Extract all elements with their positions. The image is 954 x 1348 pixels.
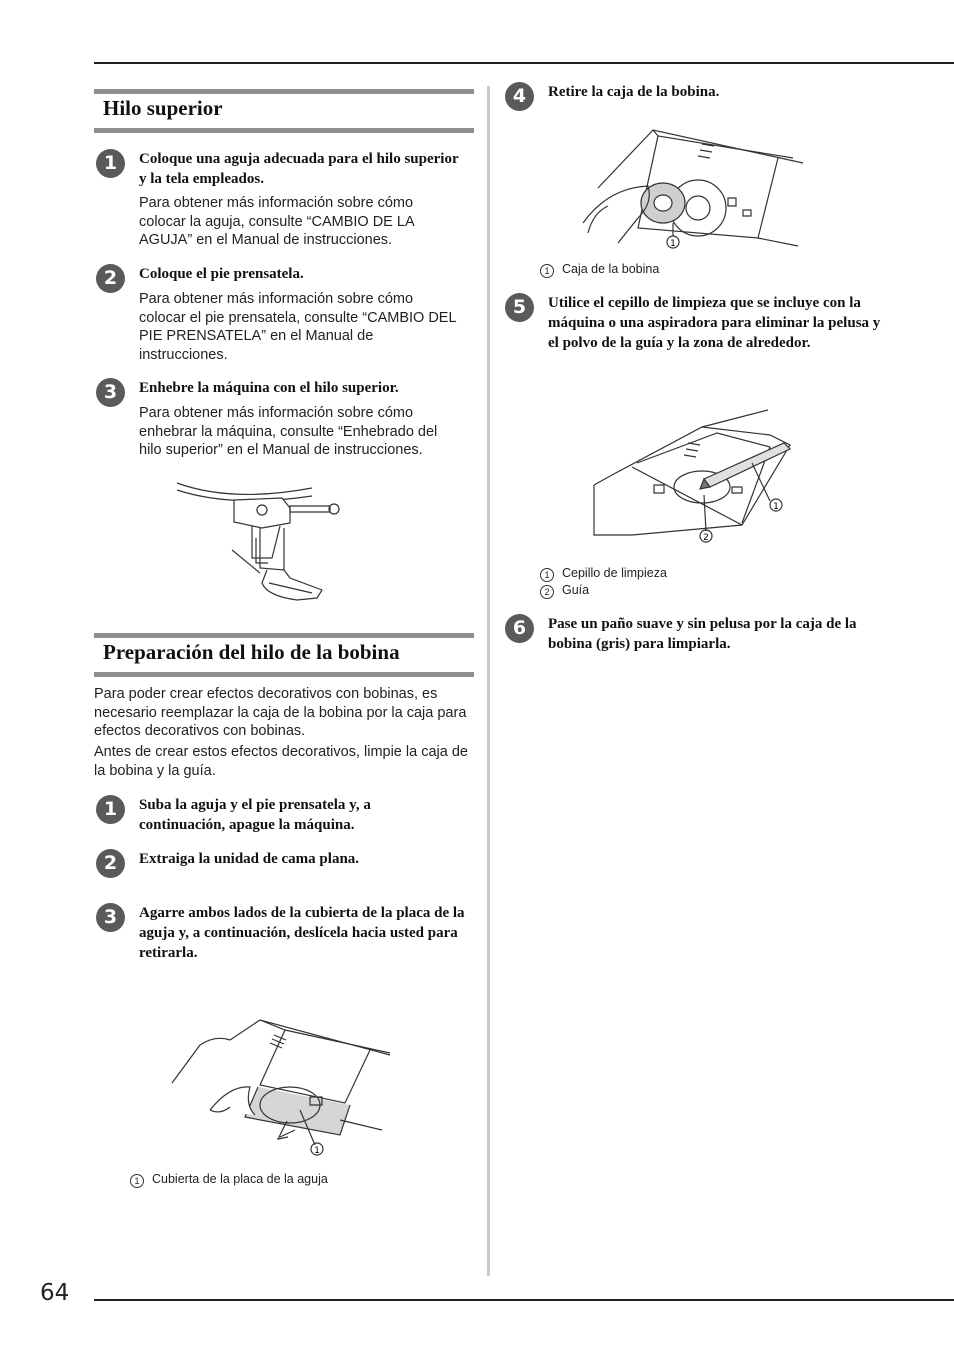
step-number-3: 3 (96, 903, 125, 932)
callout-circle: 1 (540, 264, 554, 278)
top-rule (94, 62, 954, 64)
step-3-heading: Enhebre la máquina con el hilo superior. (139, 380, 399, 396)
step-3-heading: Agarre ambos lados de la cubierta de la placa de la aguja y, a continuación, deslícela hacia usted para retirarla. (139, 905, 465, 961)
step-number-2: 2 (96, 264, 125, 293)
section-title: Hilo superior (103, 96, 223, 120)
cleaning-brush-illustration (592, 405, 797, 547)
needle-plate-cover-illustration (170, 1015, 395, 1160)
step-number-2: 2 (96, 849, 125, 878)
step-1-heading: Coloque una aguja adecuada para el hilo superior y la tela empleados. (139, 151, 459, 187)
caption-text: Cubierta de la placa de la aguja (152, 1172, 328, 1186)
step-5-heading: Utilice el cepillo de limpieza que se incluye con la máquina o una aspiradora para eliminar la pelusa y el polvo de la guía y la zona de alrededor. (548, 295, 881, 351)
step-3-text: Para obtener más información sobre cómo enhebrar la máquina, consulte “Enhebrado del hilo superior” en el Manual de instrucciones. (139, 405, 438, 458)
section-header-preparacion (94, 633, 474, 677)
step-2-heading: Extraiga la unidad de cama plana. (139, 851, 360, 867)
step-6-heading: Pase un paño suave y sin pelusa por la caja de la bobina (gris) para limpiarla. (548, 616, 857, 652)
callout-number: 1 (773, 502, 779, 512)
intro-paragraph-2: Antes de crear estos efectos decorativos, limpie la caja de la bobina y la guía. (94, 744, 468, 779)
caption-caja (540, 262, 659, 278)
caption-text: Cepillo de limpieza (562, 566, 667, 580)
step-number-4: 4 (505, 82, 534, 111)
caption-cubierta (130, 1172, 328, 1188)
step-number-3: 3 (96, 378, 125, 407)
presser-foot-illustration (172, 478, 357, 608)
step-number-6: 6 (505, 614, 534, 643)
callout-circle: 2 (540, 585, 554, 599)
step-1-text: Para obtener más información sobre cómo colocar la aguja, consulte “CAMBIO DE LA AGUJA” en el Manual de instrucciones. (139, 195, 414, 248)
intro-paragraph-1: Para poder crear efectos decorativos con bobinas, es necesario reemplazar la caja de la bobina por la caja para efectos decorativos con bobinas. (94, 686, 467, 739)
caption-guia (540, 583, 589, 599)
step-2-text: Para obtener más información sobre cómo colocar el pie prensatela, consulte “CAMBIO DEL PIE PRENSATELA” en el Manual de instrucciones. (139, 291, 456, 363)
callout-number: 2 (703, 533, 709, 543)
section-header-hilo-superior (94, 89, 474, 133)
caption-text: Guía (562, 583, 590, 597)
bobbin-case-illustration (578, 128, 804, 256)
section-title: Preparación del hilo de la bobina (103, 640, 400, 664)
step-2-heading: Coloque el pie prensatela. (139, 266, 304, 282)
callout-number: 1 (670, 239, 676, 249)
step-number-1: 1 (96, 149, 125, 178)
step-number-5: 5 (505, 293, 534, 322)
callout-circle: 1 (130, 1174, 144, 1188)
step-4-heading: Retire la caja de la bobina. (548, 84, 720, 100)
step-number-1: 1 (96, 795, 125, 824)
bottom-rule (94, 1299, 954, 1301)
step-1-heading: Suba la aguja y el pie prensatela y, a continuación, apague la máquina. (139, 797, 371, 833)
callout-circle: 1 (540, 568, 554, 582)
callout-number: 1 (314, 1146, 320, 1156)
column-divider (487, 86, 490, 1276)
caption-text: Caja de la bobina (562, 262, 660, 276)
page-number: 64 (40, 1280, 70, 1306)
caption-cepillo (540, 566, 667, 582)
